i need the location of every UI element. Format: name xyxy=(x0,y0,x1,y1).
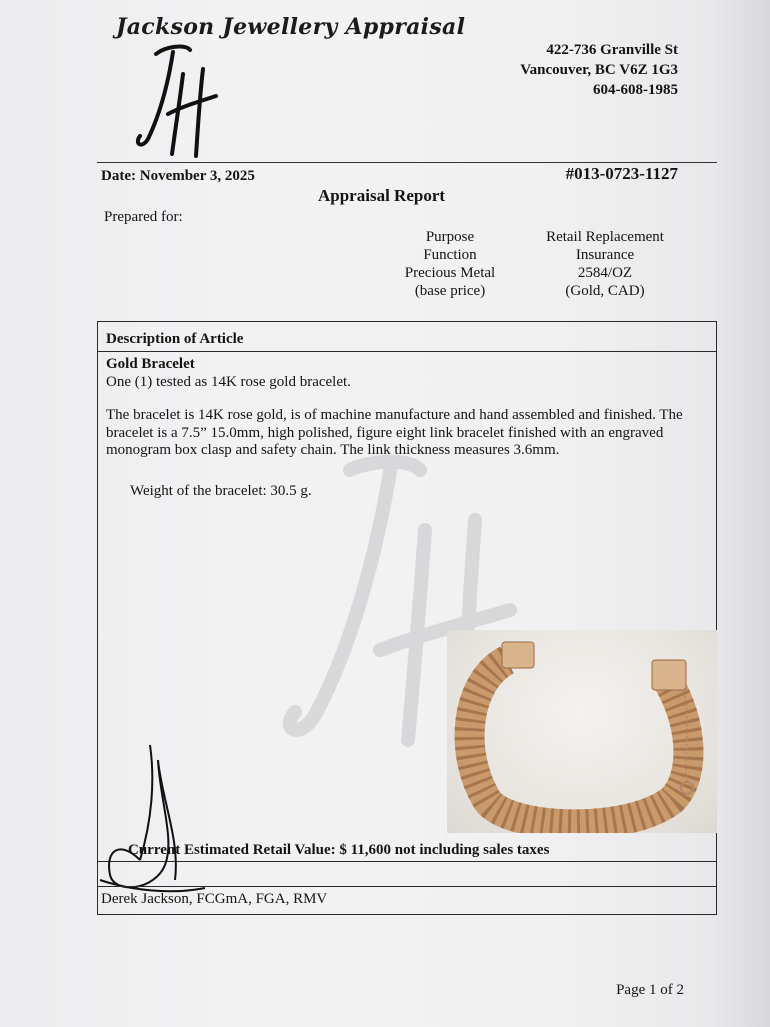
article-summary: One (1) tested as 14K rose gold bracelet. xyxy=(106,373,351,390)
precious-metal-label: Precious Metal xyxy=(404,265,496,281)
page-number: Page 1 of 2 xyxy=(616,982,684,998)
details-labels xyxy=(390,228,510,300)
function-value: Insurance xyxy=(575,247,635,263)
base-price-value: (Gold, CAD) xyxy=(565,283,645,299)
report-title: Appraisal Report xyxy=(318,186,446,205)
article-weight: Weight of the bracelet: 30.5 g. xyxy=(130,483,312,499)
company-address xyxy=(520,40,678,100)
report-number: #013-0723-1127 xyxy=(565,164,678,183)
base-price-label: (base price) xyxy=(414,283,486,299)
address-city: Vancouver, BC V6Z 1G3 xyxy=(520,62,678,78)
function-label: Function xyxy=(423,247,477,263)
header-rule xyxy=(97,162,717,163)
signer-name: Derek Jackson, FCGmA, FGA, RMV xyxy=(101,891,328,907)
precious-metal-value: 2584/OZ xyxy=(577,265,633,281)
prepared-for-label: Prepared for: xyxy=(104,209,183,225)
purpose-label: Purpose xyxy=(425,229,475,245)
page-shadow xyxy=(710,0,770,1027)
current-value: Current Estimated Retail Value: $ 11,600 not including sales taxes xyxy=(128,842,550,858)
article-description xyxy=(106,356,712,460)
company-name: Jackson Jewellery Appraisal xyxy=(116,14,466,40)
company-phone: 604-608-1985 xyxy=(593,82,678,98)
signature-icon xyxy=(80,740,210,900)
article-item-title: Gold Bracelet xyxy=(106,356,195,372)
article-box-header xyxy=(98,322,716,352)
address-street: 422-736 Granville St xyxy=(546,42,678,58)
jj-logo-icon xyxy=(128,44,228,164)
purpose-value: Retail Replacement xyxy=(546,229,664,245)
bracelet-icon xyxy=(447,630,717,833)
bracelet-photo xyxy=(447,630,717,833)
report-date: Date: November 3, 2025 xyxy=(101,168,255,184)
signature-rule xyxy=(97,886,717,887)
article-section-title: Description of Article xyxy=(106,331,244,347)
article-description-text: The bracelet is 14K rose gold, is of machine manufacture and hand assembled and finished. The bracelet is a 7.5” 15.0mm, high polished, figure eight link bracelet finished with an engraved monogram box clasp and safety chain. The link thickness measures 3.6mm. xyxy=(106,407,683,458)
details-values xyxy=(520,228,690,300)
